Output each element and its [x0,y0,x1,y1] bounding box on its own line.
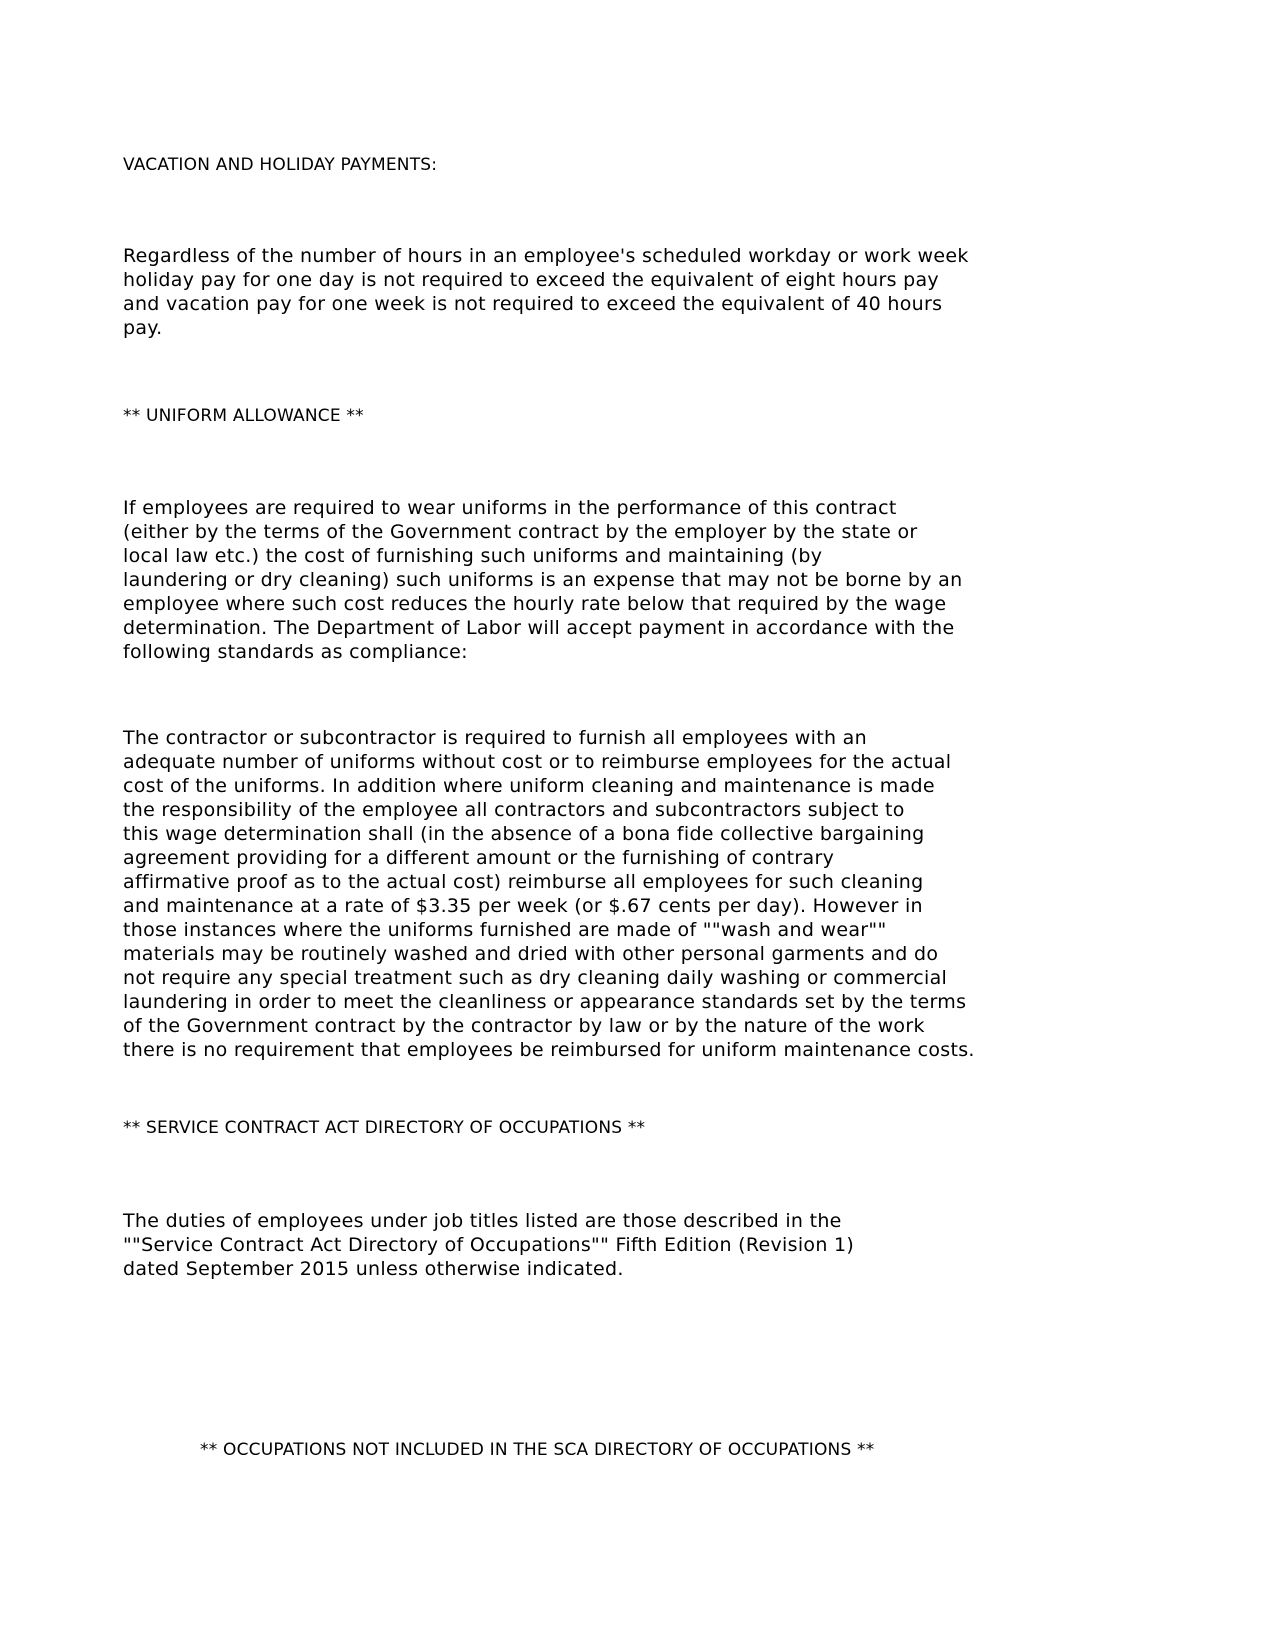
paragraph-vacation-holiday-pay [123,244,969,340]
text-line: those instances where the uniforms furnished are made of ""wash and wear"" [123,919,887,941]
text-line: following standards as compliance: [123,641,468,663]
text-line: The contractor or subcontractor is required to furnish all employees with an [123,727,867,749]
text-line: employee where such cost reduces the hourly rate below that required by the wage [123,593,947,615]
text-line: and maintenance at a rate of $3.35 per week (or $.67 cents per day). However in [123,895,923,917]
text-line: Regardless of the number of hours in an employee's scheduled workday or work week [123,245,969,267]
text-line: laundering in order to meet the cleanliness or appearance standards set by the terms [123,991,967,1013]
text-line: local law etc.) the cost of furnishing such uniforms and maintaining (by [123,545,823,567]
section-heading-vacation-holiday: VACATION AND HOLIDAY PAYMENTS: [123,155,438,175]
section-heading-sca-directory: ** SERVICE CONTRACT ACT DIRECTORY OF OCCUPATIONS ** [123,1118,646,1138]
text-line: holiday pay for one day is not required to exceed the equivalent of eight hours pay [123,269,939,291]
text-line: The duties of employees under job titles listed are those described in the [123,1210,842,1232]
text-line: laundering or dry cleaning) such uniforms is an expense that may not be borne by an [123,569,963,591]
text-line: affirmative proof as to the actual cost) reimburse all employees for such cleaning [123,871,924,893]
section-heading-uniform-allowance: ** UNIFORM ALLOWANCE ** [123,406,364,426]
text-line: there is no requirement that employees be reimbursed for uniform maintenance costs. [123,1039,975,1061]
paragraph-uniform-requirement [123,496,962,664]
text-line: materials may be routinely washed and dried with other personal garments and do [123,943,939,965]
text-line: (either by the terms of the Government contract by the employer by the state or [123,521,918,543]
section-heading-occupations-not-included: ** OCCUPATIONS NOT INCLUDED IN THE SCA DIRECTORY OF OCCUPATIONS ** [200,1440,875,1460]
text-line: dated September 2015 unless otherwise indicated. [123,1258,624,1280]
text-line: the responsibility of the employee all contractors and subcontractors subject to [123,799,905,821]
text-line: ""Service Contract Act Directory of Occupations"" Fifth Edition (Revision 1) [123,1234,855,1256]
text-line: adequate number of uniforms without cost or to reimburse employees for the actual [123,751,952,773]
text-line: pay. [123,317,163,339]
text-line: not require any special treatment such as dry cleaning daily washing or commercial [123,967,948,989]
paragraph-uniform-reimbursement [123,726,975,1062]
text-line: determination. The Department of Labor will accept payment in accordance with the [123,617,955,639]
text-line: and vacation pay for one week is not required to exceed the equivalent of 40 hours [123,293,943,315]
text-line: this wage determination shall (in the absence of a bona fide collective bargaining [123,823,925,845]
paragraph-sca-directory [123,1209,854,1281]
text-line: of the Government contract by the contractor by law or by the nature of the work [123,1015,925,1037]
text-line: cost of the uniforms. In addition where uniform cleaning and maintenance is made [123,775,935,797]
text-line: If employees are required to wear uniforms in the performance of this contract [123,497,897,519]
text-line: agreement providing for a different amount or the furnishing of contrary [123,847,835,869]
